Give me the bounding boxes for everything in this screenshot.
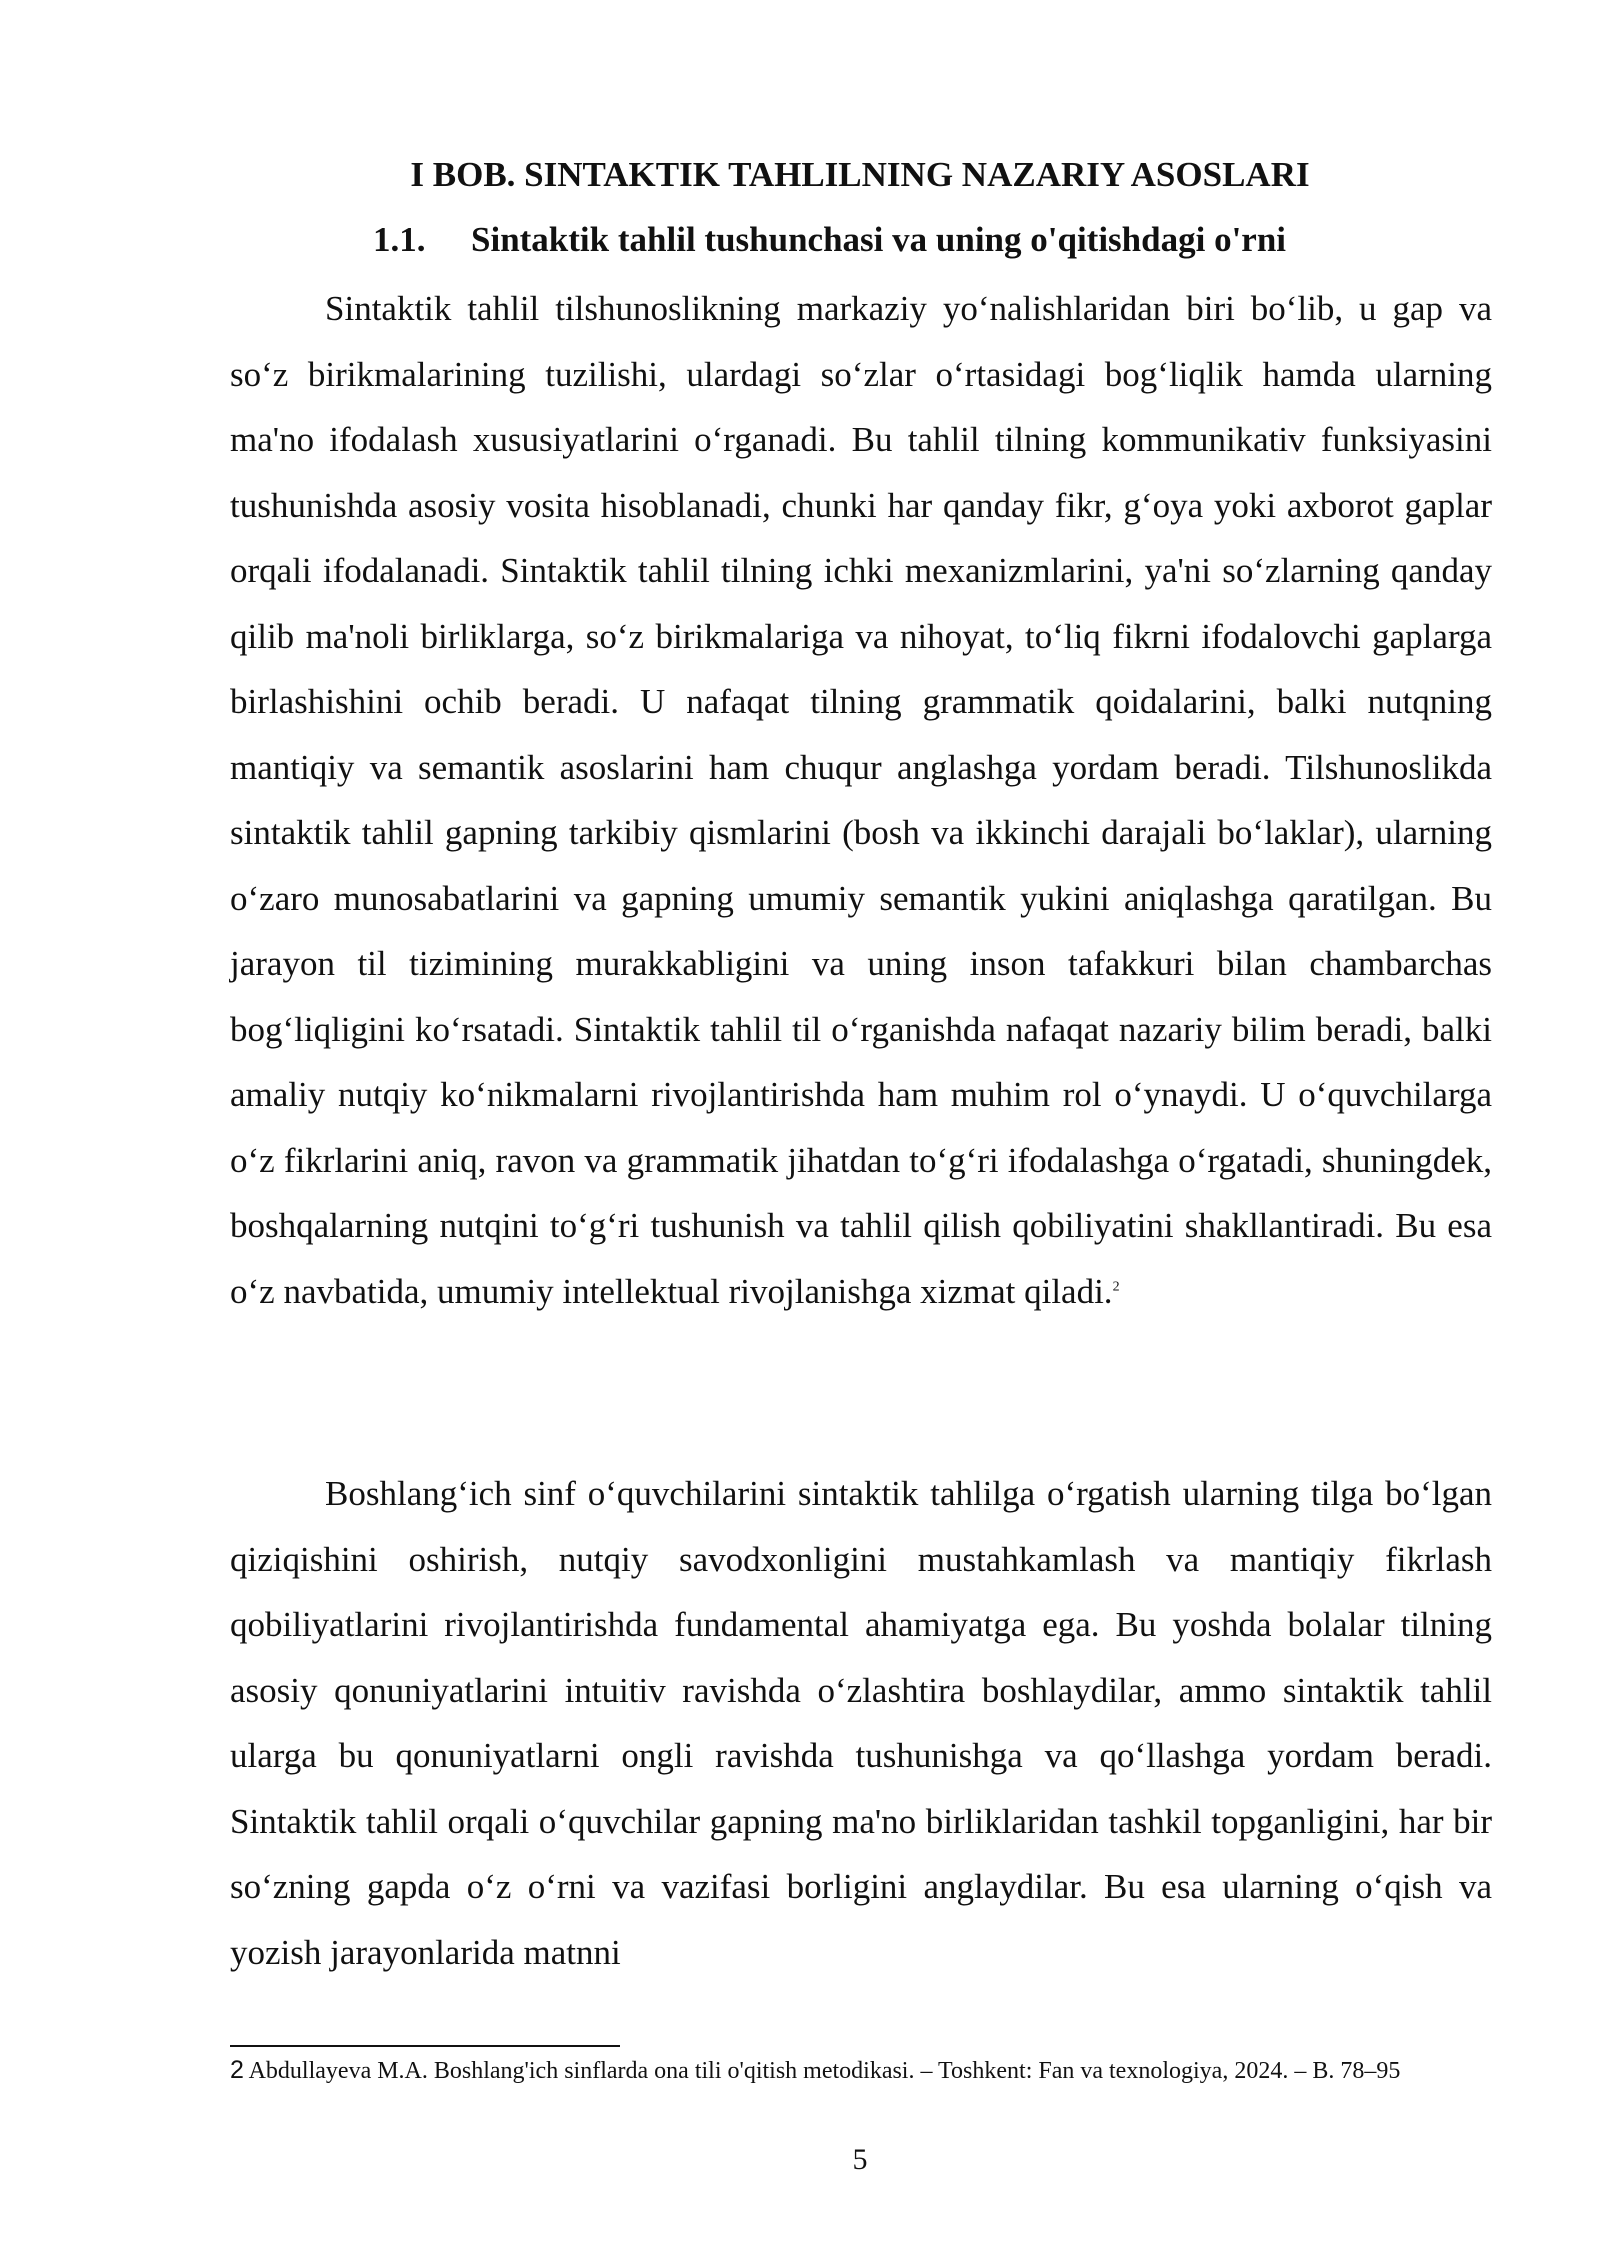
- paragraph-1-text: [230, 276, 1492, 1324]
- footnote-text: Abdullayeva M.A. Boshlang'ich sinflarda ona tili o'qitish metodikasi. – Toshkent: Fan va texnologiya, 2024. – B. 78–95: [248, 2058, 1401, 2084]
- footnote-number: 2: [230, 2056, 244, 2084]
- page-number: 5: [852, 2143, 868, 2176]
- footnote-reference[interactable]: 2: [1112, 1278, 1120, 1294]
- section-title: Sintaktik tahlil tushunchasi va uning o'qitishdagi o'rni: [471, 220, 1287, 259]
- paragraph-1-content: Sintaktik tahlil tilshunoslikning markaziy yo‘nalishlaridan biri bo‘lib, u gap va so‘z birikmalarining tuzilishi, ulardagi so‘zlar o‘rtasidagi bog‘liqlik hamda ularning ma'no ifodalash xususiyatlarini o‘rganadi. Bu tahlil tilning kommunikativ funksiyasini tushunishda asosiy vosita hisoblanadi, chunki har qanday fikr, g‘oya yoki axborot gaplar orqali ifodalanadi. Sintaktik tahlil tilning ichki mexanizmlarini, ya'ni so‘zlarning qanday qilib ma'noli birliklarga, so‘z birikmalariga va nihoyat, to‘liq fikrni ifodalovchi gaplarga birlashishini ochib beradi. U nafaqat tilning grammatik qoidalarini, balki nutqning mantiqiy va semantik asoslarini ham chuqur anglashga yordam beradi. Tilshunoslikda sintaktik tahlil gapning tarkibiy qismlarini (bosh va ikkinchi darajali bo‘laklar), ularning o‘zaro munosabatlarini va gapning umumiy semantik yukini aniqlashga qaratilgan. Bu jarayon til tizimining murakkabligini va uning inson tafakkuri bilan chambarchas bog‘liqligini ko‘rsatadi. Sintaktik tahlil til o‘rganishda nafaqat nazariy bilim beradi, balki amaliy nutqiy ko‘nikmalarni rivojlantirishda ham muhim rol o‘ynaydi. U o‘quvchilarga o‘z fikrlarini aniq, ravon va grammatik jihatdan to‘g‘ri ifodalashga o‘rgatadi, shuningdek, boshqalarning nutqini to‘g‘ri tushunish va tahlil qilish qobiliyatini shakllantiradi. Bu esa o‘z navbatida, umumiy intellektual rivojlanishga xizmat qiladi.: [230, 289, 1492, 1311]
- body-paragraph-1: [230, 276, 1492, 1324]
- chapter-title: I BOB. SINTAKTIK TAHLILNING NAZARIY ASOSLARI: [410, 155, 1310, 194]
- paragraph-2-text: Boshlang‘ich sinf o‘quvchilarini sintaktik tahlilga o‘rgatish ularning tilga bo‘lgan qiziqishini oshirish, nutqiy savodxonligini mustahkamlash va mantiqiy fikrlash qobiliyatlarini rivojlantirishda fundamental ahamiyatga ega. Bu yoshda bolalar tilning asosiy qonuniyatlarini intuitiv ravishda o‘zlashtira boshlaydilar, ammo sintaktik tahlil ularga bu qonuniyatlarni ongli ravishda tushunishga va qo‘llashga yordam beradi. Sintaktik tahlil orqali o‘quvchilar gapning ma'no birliklaridan tashkil topganligini, har bir so‘zning gapda o‘z o‘rni va vazifasi borligini anglaydilar. Bu esa ularning o‘qish va yozish jarayonlarida matnni: [230, 1474, 1492, 1972]
- section-number: 1.1.: [373, 220, 426, 259]
- footnote-separator: [230, 2045, 620, 2047]
- body-paragraph-2: [230, 1461, 1492, 1985]
- footnote: [230, 2054, 1492, 2087]
- section-heading: [373, 215, 1473, 265]
